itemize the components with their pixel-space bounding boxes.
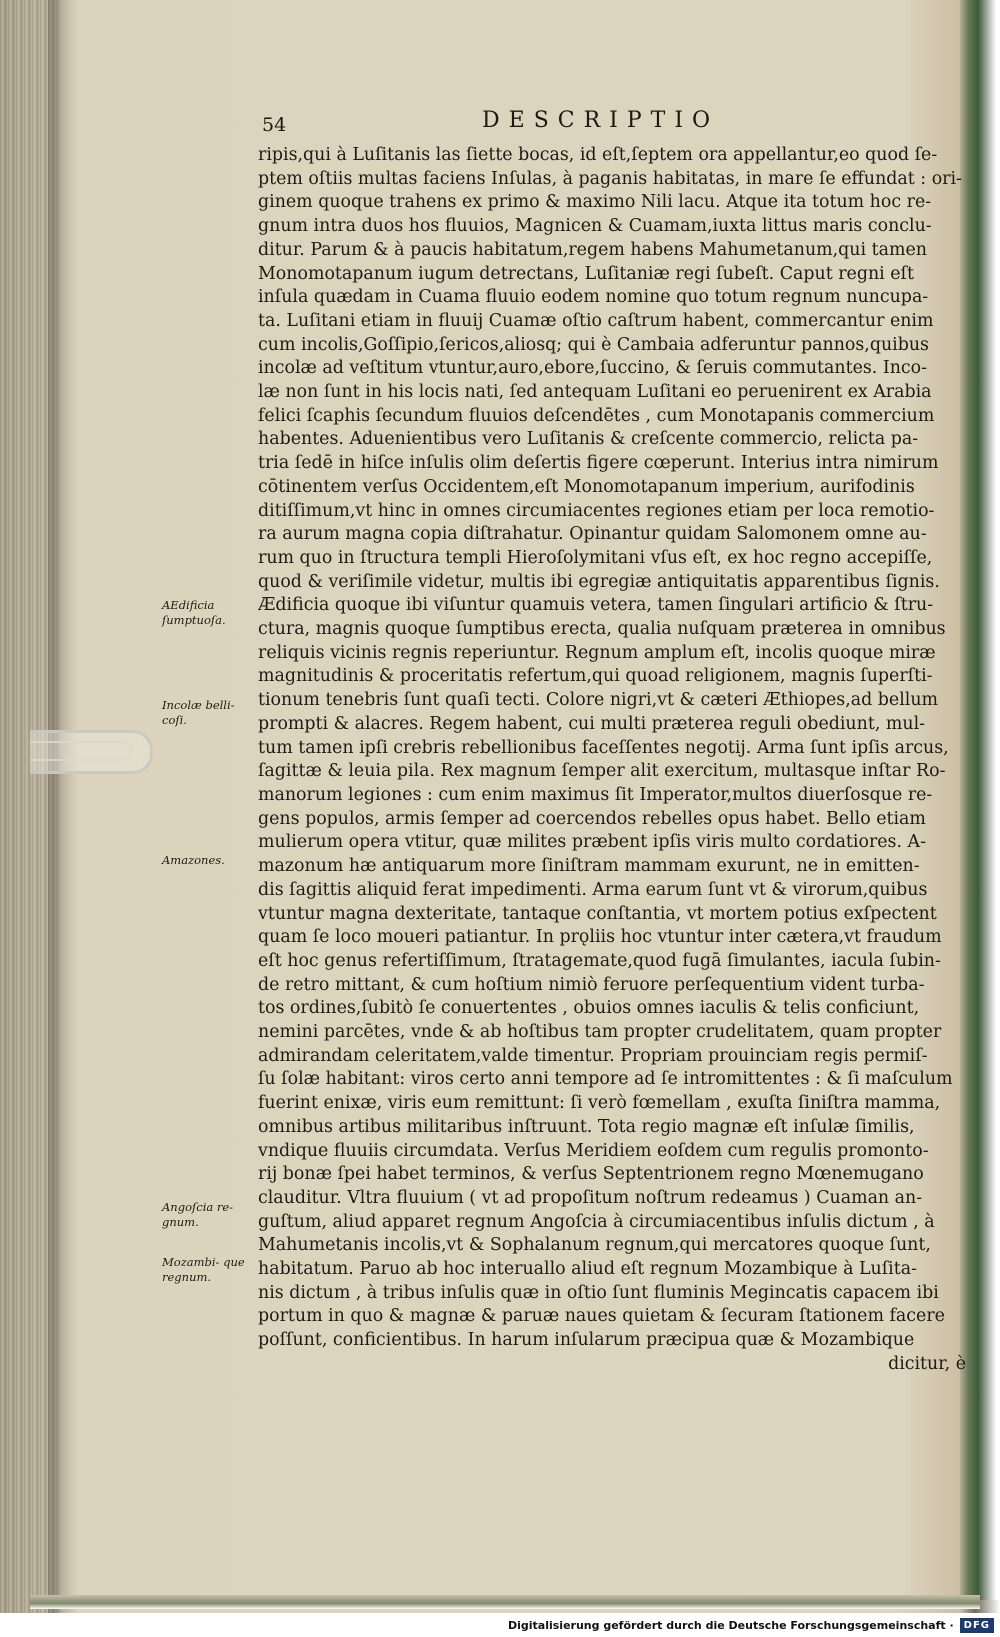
text-line: Mahumetanis incolis,vt & Sophalanum regnum,qui mercatores quoque ſunt, xyxy=(258,1235,931,1256)
text-line: ra aurum magna copia diſtrahatur. Opinantur quidam Salomonem omne au- xyxy=(258,524,927,545)
paper-clip xyxy=(30,730,153,774)
text-line-last: dicitur, è xyxy=(888,1353,966,1374)
gutter-shadow xyxy=(48,0,78,1637)
text-line: ditiſſimum,vt hinc in omnes circumiacentes regiones etiam per loca remotio- xyxy=(258,500,935,521)
margin-note-aedificia: AEdificia ſumptuoſa. xyxy=(162,598,226,627)
text-line: inſula quædam in Cuama fluuio eodem nomine quo totum regnum nuncupa- xyxy=(258,287,929,308)
text-line: mazonum hæ antiquarum more ſiniſtram mammam exurunt, ne in emitten- xyxy=(258,856,920,877)
text-line: ctura, magnis quoque ſumptibus erecta, qualia nuſquam præterea in omnibus xyxy=(258,619,946,640)
text-line: gens populos, armis ſemper ad coercendos rebelles opus habet. Bello etiam xyxy=(258,808,926,829)
page-header xyxy=(250,108,970,142)
margin-note-mozambique: Mozambi- que regnum. xyxy=(162,1255,245,1284)
text-line: omnibus artibus militaribus inſtruunt. Tota regio magnæ eſt inſulæ ſimilis, xyxy=(258,1116,915,1137)
text-line: quod & veriſimile videtur, multis ibi egregiæ antiquitatis apparentibus ſignis. xyxy=(258,571,940,592)
text-line: ſagittæ & leuia pila. Rex magnum ſemper alit exercitum, multasque inſtar Ro- xyxy=(258,761,946,782)
text-line: gnum intra duos hos fluuios, Magnicen & Cuamam,iuxta littus maris conclu- xyxy=(258,216,932,237)
text-line: ditur. Parum & à paucis habitatum,regem habens Mahumetanum,qui tamen xyxy=(258,239,927,260)
footer-credit: Digitalisierung gefördert durch die Deutsche Forschungsgemeinschaft · xyxy=(507,1618,954,1632)
dfg-logo: DFG xyxy=(960,1618,994,1633)
margin-note-incolae: Incolæ belli- coſi. xyxy=(162,698,235,727)
text-line: cum incolis,Goſſipio,ſericos,aliosq; qui è Cambaia adferuntur pannos,quibus xyxy=(258,334,929,355)
text-line: tria ſedē in hiſce inſulis olim deſertis figere cœperunt. Interius intra nimirum xyxy=(258,453,939,474)
text-line: rum quo in ſtructura templi Hieroſolymitani vſus eſt, ex hoc regno accepiſſe, xyxy=(258,547,933,568)
text-line: Ædificia quoque ibi viſuntur quamuis vetera, tamen ſingulari artificio & ſtru- xyxy=(258,595,934,616)
text-line: felici ſcaphis ſecundum fluuios deſcendētes , cum Monotapanis commercium xyxy=(258,405,935,426)
text-line: prompti & alacres. Regem habent, cui multi præterea reguli obediunt, mul- xyxy=(258,713,926,734)
body-text xyxy=(258,144,966,1377)
text-line: rij bonæ ſpei habet terminos, & verſus Septentrionem regno Mœnemugano xyxy=(258,1164,924,1185)
text-line: admirandam celeritatem,valde timentur. Propriam prouinciam regis permiſ- xyxy=(258,1045,928,1066)
text-line: dis ſagittis aliquid ferat impedimenti. Arma earum ſunt vt & virorum,quibus xyxy=(258,879,928,900)
text-line: manorum legiones : cum enim maximus ſit Imperator,multos diuerſosque re- xyxy=(258,784,933,805)
text-line: ta. Luſitani etiam in fluuij Cuamæ oſtio caſtrum habent, commercantur enim xyxy=(258,310,934,331)
cover-edge xyxy=(960,0,1000,1600)
margin-note-amazones: Amazones. xyxy=(162,853,225,867)
text-line: ripis,qui à Luſitanis las ſiette bocas, id eſt,ſeptem ora appellantur,eo quod ſe- xyxy=(258,145,938,165)
text-line: nis dictum , à tribus inſulis quæ in oſtio ſunt fluminis Megincatis capacem ibi xyxy=(258,1282,939,1303)
text-line: clauditur. Vltra fluuium ( vt ad propoſitum noſtrum redeamus ) Cuaman an- xyxy=(258,1187,923,1208)
text-line: magnitudinis & proceritatis refertum,qui quoad religionem, magnis ſuperſti- xyxy=(258,666,933,687)
text-line: tum tamen ipſi crebris rebellionibus faceſſentes negotij. Arma ſunt ipſis arcus, xyxy=(258,737,949,758)
text-line: tionum tenebris ſunt quaſi tecti. Colore nigri,vt & cæteri Æthiopes,ad bellum xyxy=(258,690,939,711)
text-line: cōtinentem verſus Occidentem,eſt Monomotapanum imperium, aurifodinis xyxy=(258,476,915,497)
text-line: de retro mittant, & cum hoſtium nimiò feruore perſequentium vident turba- xyxy=(258,974,925,995)
text-line: eſt hoc genus refertiſſimum, ſtratagemate,quod fugā ſimulantes, iacula ſubin- xyxy=(258,950,941,971)
text-line: quam ſe loco moueri patiantur. In prǫliis hoc vtuntur inter cætera,vt fraudum xyxy=(258,927,942,948)
text-line: vtuntur magna dexteritate, tantaque conſtantia, vt mortem potius exſpectent xyxy=(258,903,937,924)
bottom-cover-edge xyxy=(30,1595,980,1609)
text-line: fuerint enixæ, viris eum remittunt: ſi verò fœmellam , exuſta ſiniſtra mamma, xyxy=(258,1093,941,1114)
text-line: Monomotapanum iugum detrectans, Luſitaniæ regi ſubeſt. Caput regni eſt xyxy=(258,263,914,284)
text-line: habitatum. Paruo ab hoc interuallo aliud eſt regnum Mozambique à Luſita- xyxy=(258,1259,917,1280)
text-line: vndique fluuiis circumdata. Verſus Meridiem eoſdem cum regulis promonto- xyxy=(258,1140,929,1161)
text-line: læ non ſunt in his locis nati, ſed antequam Luſitani eo peruenirent ex Arabia xyxy=(258,382,932,403)
text-line: mulierum opera vtitur, quæ milites præbent ipſis viris multo cordatiores. A- xyxy=(258,832,926,853)
text-line: reliquis vicinis regnis reperiuntur. Regnum amplum eſt, incolis quoque miræ xyxy=(258,642,936,663)
text-line: poſſunt, conficientibus. In harum inſularum præcipua quæ & Mozambique xyxy=(258,1330,915,1351)
text-line: habentes. Aduenientibus vero Luſitanis & creſcente commercio, relicta pa- xyxy=(258,429,919,450)
text-line: ptem oſtiis multas faciens Inſulas, à paganis habitatas, in mare ſe effundat : ori- xyxy=(258,168,962,189)
text-line: tos ordines,ſubitò ſe conuertentes , obuios omnes iaculis & telis conficiunt, xyxy=(258,998,920,1019)
text-line: ginem quoque trahens ex primo & maximo Nili lacu. Atque ita totum hoc re- xyxy=(258,192,932,213)
text-line: portum in quo & magnæ & paruæ naues quietam & ſecuram ſtationem facere xyxy=(258,1306,945,1327)
page-number: 54 xyxy=(262,114,287,136)
text-line: guſtum, aliud apparet regnum Angoſcia à circumiacentibus inſulis dictum , à xyxy=(258,1211,935,1232)
running-title: DESCRIPTIO xyxy=(482,108,720,133)
footer xyxy=(0,1613,1000,1637)
text-line: ſu ſolæ habitant: viros certo anni tempore ad ſe intromittentes : & ſi maſculum xyxy=(258,1069,953,1090)
text-line: nemini parcētes, vnde & ab hoſtibus tam propter crudelitatem, quam propter xyxy=(258,1022,942,1043)
margin-note-angoscia: Angoſcia re- gnum. xyxy=(162,1200,234,1229)
text-line: incolæ ad veſtitum vtuntur,auro,ebore,ſuccino, & ſeruis commutantes. Inco- xyxy=(258,358,928,379)
